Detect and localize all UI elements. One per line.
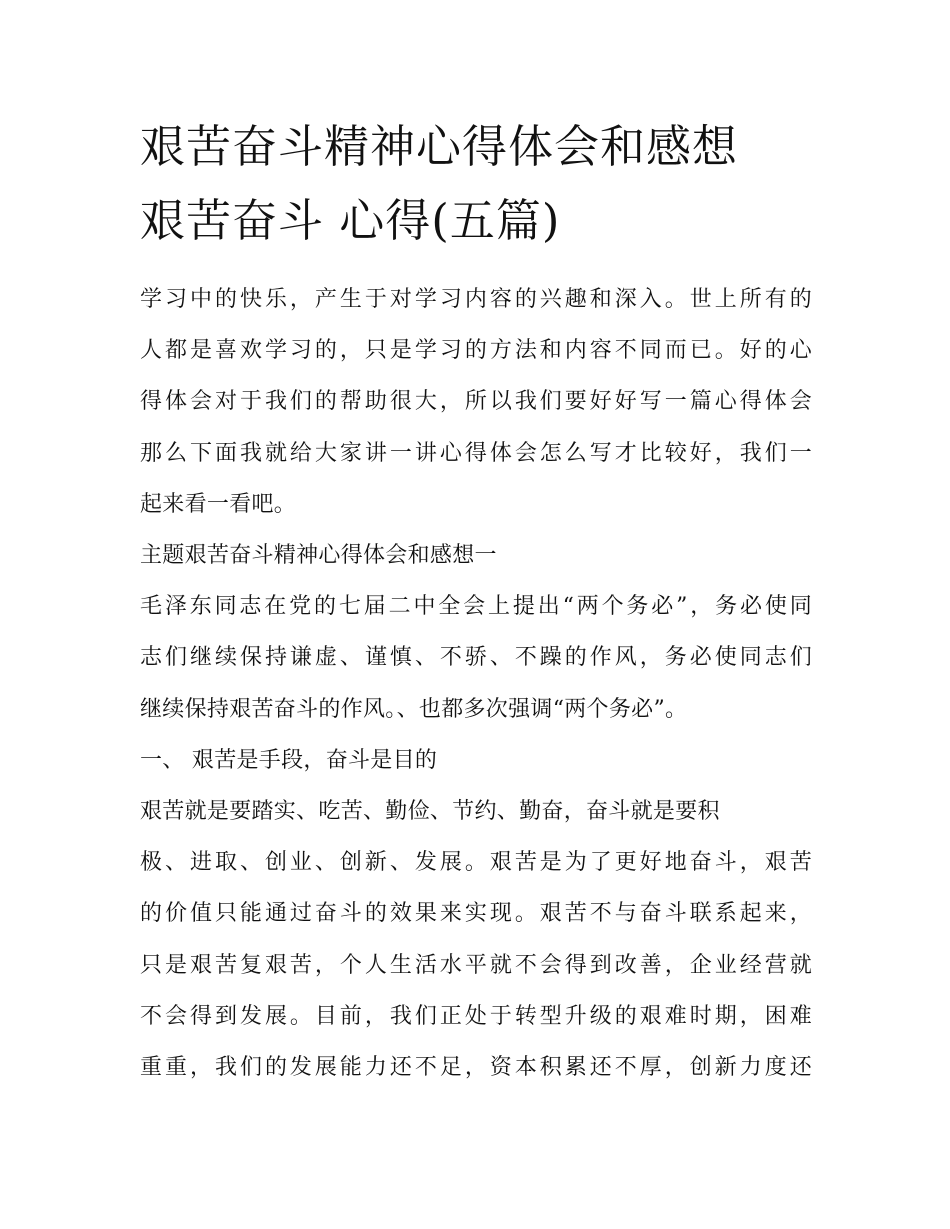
body-line-13: 的价值只能通过奋斗的效果来实现。艰苦不与奋斗联系起来， [140,901,812,927]
body-line-2: 人都是喜欢学习的，只是学习的方法和内容不同而已。好的心 [140,338,812,364]
body-line-16: 重重，我们的发展能力还不足，资本积累还不厚，创新力度还 [140,1055,812,1081]
subheading-1: 一、 艰苦是手段，奋斗是目的 [140,747,438,773]
body-line-12: 极、进取、创业、创新、发展。艰苦是为了更好地奋斗，艰苦 [140,850,812,876]
body-line-8: 志们继续保持谦虚、谨慎、不骄、不躁的作风，务必使同志们 [140,645,812,671]
body-line-5: 起来看一看吧。 [140,491,297,517]
body-line-11: 艰苦就是要踏实、吃苦、勤俭、节约、勤奋，奋斗就是要积 [140,799,720,825]
section-heading-1: 主题艰苦奋斗精神心得体会和感想一 [140,543,497,569]
body-line-1: 学习中的快乐，产生于对学习内容的兴趣和深入。世上所有的 [140,287,812,312]
body-line-4: 那么下面我就给大家讲一讲心得体会怎么写才比较好，我们一 [140,440,812,466]
body-line-7: 毛泽东同志在党的七届二中全会上提出“两个务必”，务必使同 [140,594,812,620]
body-line-9: 继续保持艰苦奋斗的作风。、也都多次强调“两个务必”。 [140,696,688,722]
document-page [140,110,812,1093]
document-title [140,110,812,258]
body-line-3: 得体会对于我们的帮助很大，所以我们要好好写一篇心得体会 [140,389,812,415]
title-spacer [140,258,812,274]
document-body [140,274,812,1093]
body-line-15: 不会得到发展。目前，我们正处于转型升级的艰难时期，困难 [140,1003,812,1029]
title-line-2: 艰苦奋斗 心得(五篇) [140,194,561,247]
title-line-1: 艰苦奋斗精神心得体会和感想 [140,120,739,173]
body-line-14: 只是艰苦复艰苦，个人生活水平就不会得到改善，企业经营就 [140,952,812,978]
